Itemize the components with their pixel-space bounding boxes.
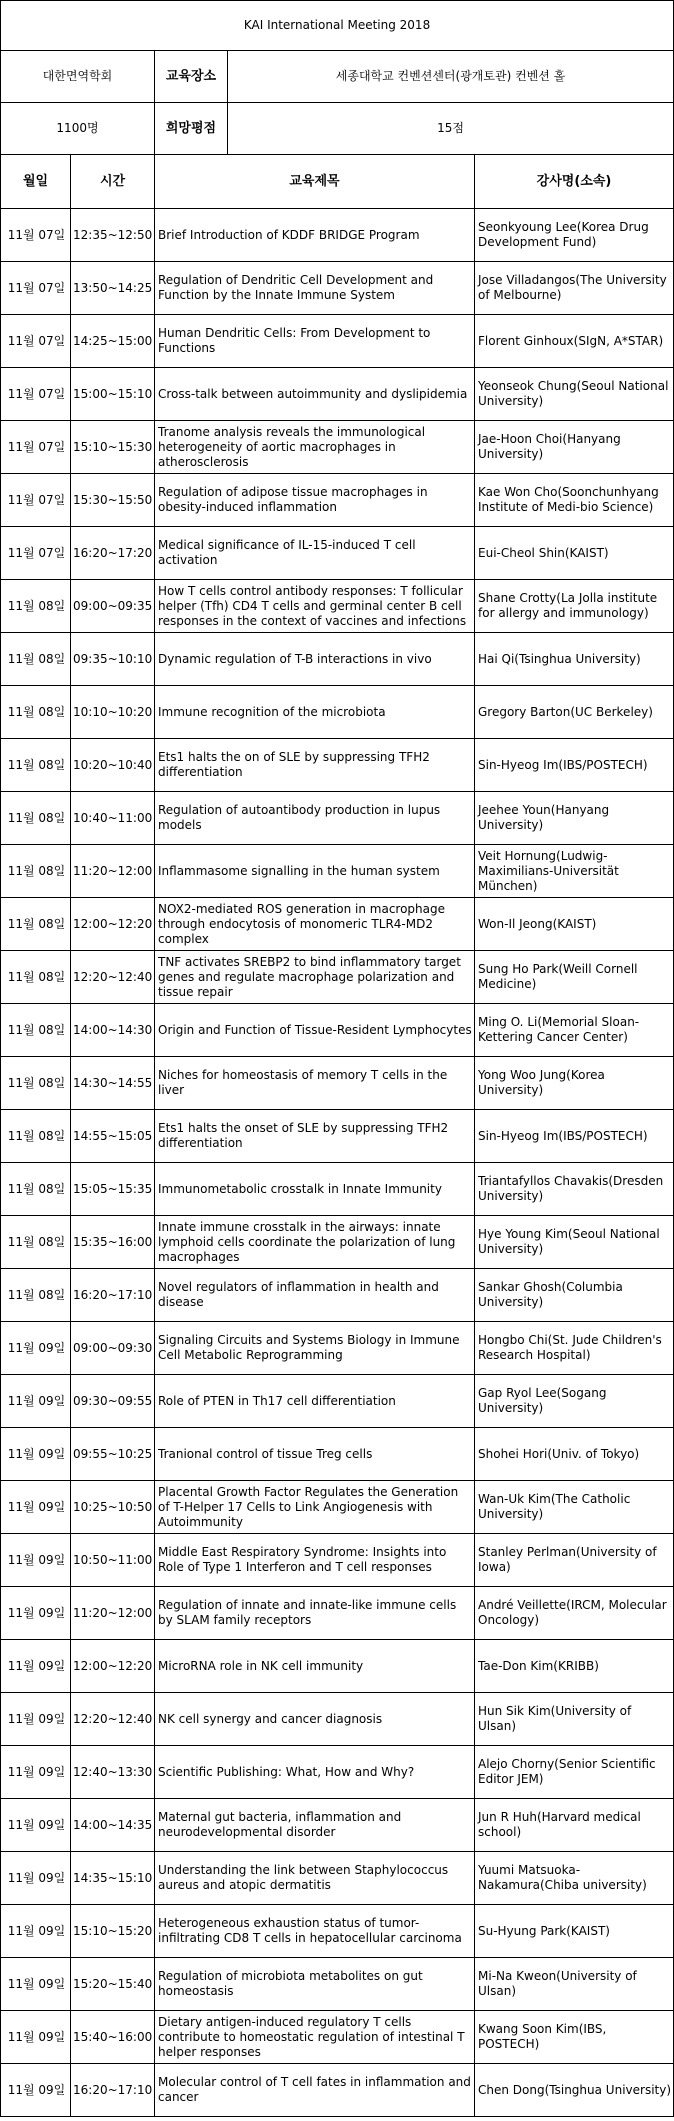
session-speaker: Su-Hyung Park(KAIST) [475,1905,674,1958]
session-title: Heterogeneous exhaustion status of tumor-infiltrating CD8 T cells in hepatocellular carcinoma [155,1905,475,1958]
session-title: Ets1 halts the on of SLE by suppressing TFH2 differentiation [155,739,475,792]
session-date: 11월 09일 [1,1640,71,1693]
session-date: 11월 09일 [1,1375,71,1428]
session-date: 11월 07일 [1,421,71,474]
column-header-speaker: 강사명(소속) [475,155,674,209]
session-title: Ets1 halts the onset of SLE by suppressing TFH2 differentiation [155,1110,475,1163]
session-time: 12:00~12:20 [71,1640,155,1693]
session-date: 11월 09일 [1,1852,71,1905]
session-date: 11월 08일 [1,633,71,686]
session-title: Molecular control of T cell fates in inflammation and cancer [155,2064,475,2117]
table-row [1,2064,674,2117]
session-speaker: Sankar Ghosh(Columbia University) [475,1269,674,1322]
session-speaker: Jun R Huh(Harvard medical school) [475,1799,674,1852]
session-title: Cross-talk between autoimmunity and dyslipidemia [155,368,475,421]
session-title: Regulation of adipose tissue macrophages in obesity-induced inflammation [155,474,475,527]
session-time: 16:20~17:10 [71,1269,155,1322]
session-title: Inflammasome signalling in the human system [155,845,475,898]
session-speaker: Hye Young Kim(Seoul National University) [475,1216,674,1269]
session-time: 12:20~12:40 [71,1693,155,1746]
session-speaker: Florent Ginhoux(SIgN, A*STAR) [475,315,674,368]
table-row [1,1163,674,1216]
session-time: 15:10~15:30 [71,421,155,474]
session-title: Human Dendritic Cells: From Development to Functions [155,315,475,368]
session-time: 14:00~14:35 [71,1799,155,1852]
session-title: Innate immune crosstalk in the airways: innate lymphoid cells coordinate the polarization of lung macrophages [155,1216,475,1269]
venue-row [1,51,674,103]
capacity: 1100명 [1,103,155,155]
session-title: Immune recognition of the microbiota [155,686,475,739]
table-row [1,1375,674,1428]
session-speaker: Hai Qi(Tsinghua University) [475,633,674,686]
session-speaker: Chen Dong(Tsinghua University) [475,2064,674,2117]
session-speaker: Veit Hornung(Ludwig-Maximilians-Universität München) [475,845,674,898]
table-row [1,1587,674,1640]
session-date: 11월 09일 [1,2064,71,2117]
organizer: 대한면역학회 [1,51,155,103]
session-speaker: Kae Won Cho(Soonchunhyang Institute of Medi-bio Science) [475,474,674,527]
session-date: 11월 08일 [1,580,71,633]
session-title: Regulation of innate and innate-like immune cells by SLAM family receptors [155,1587,475,1640]
session-time: 10:50~11:00 [71,1534,155,1587]
session-speaker: Jae-Hoon Choi(Hanyang University) [475,421,674,474]
session-speaker: André Veillette(IRCM, Molecular Oncology) [475,1587,674,1640]
session-title: Role of PTEN in Th17 cell differentiation [155,1375,475,1428]
session-date: 11월 09일 [1,1322,71,1375]
session-date: 11월 09일 [1,1905,71,1958]
venue-label: 교육장소 [155,51,228,102]
column-header-time: 시간 [71,155,155,209]
session-date: 11월 08일 [1,1163,71,1216]
session-title: NOX2-mediated ROS generation in macrophage through endocytosis of monomeric TLR4-MD2 complex [155,898,475,951]
session-speaker: Sung Ho Park(Weill Cornell Medicine) [475,951,674,1004]
table-row [1,633,674,686]
session-date: 11월 08일 [1,1057,71,1110]
session-speaker: Sin-Hyeog Im(IBS/POSTECH) [475,1110,674,1163]
session-title: TNF activates SREBP2 to bind inflammatory target genes and regulate macrophage polarization and tissue repair [155,951,475,1004]
table-row [1,1640,674,1693]
session-time: 14:25~15:00 [71,315,155,368]
session-time: 16:20~17:10 [71,2064,155,2117]
session-speaker: Gap Ryol Lee(Sogang University) [475,1375,674,1428]
table-row [1,1905,674,1958]
session-date: 11월 09일 [1,1534,71,1587]
session-title: Regulation of microbiota metabolites on gut homeostasis [155,1958,475,2011]
session-title: Dynamic regulation of T-B interactions in vivo [155,633,475,686]
table-row [1,1269,674,1322]
session-date: 11월 09일 [1,1481,71,1534]
table-row [1,1852,674,1905]
session-time: 10:10~10:20 [71,686,155,739]
table-row [1,792,674,845]
session-title: Regulation of autoantibody production in lupus models [155,792,475,845]
table-row [1,1322,674,1375]
score: 15점 [437,121,464,135]
table-row [1,845,674,898]
table-row [1,474,674,527]
session-title: Novel regulators of inflammation in health and disease [155,1269,475,1322]
session-date: 11월 08일 [1,1004,71,1057]
session-time: 10:40~11:00 [71,792,155,845]
session-date: 11월 07일 [1,315,71,368]
table-row [1,1428,674,1481]
session-speaker: Hongbo Chi(St. Jude Children's Research Hospital) [475,1322,674,1375]
table-row [1,1110,674,1163]
table-row [1,1004,674,1057]
session-title: NK cell synergy and cancer diagnosis [155,1693,475,1746]
score-label: 희망평점 [155,103,228,154]
session-speaker: Alejo Chorny(Senior Scientific Editor JEM) [475,1746,674,1799]
table-row [1,1057,674,1110]
session-speaker: Ming O. Li(Memorial Sloan-Kettering Cancer Center) [475,1004,674,1057]
session-date: 11월 09일 [1,2011,71,2064]
session-date: 11월 07일 [1,474,71,527]
session-title: Brief Introduction of KDDF BRIDGE Program [155,209,475,262]
table-row [1,898,674,951]
session-speaker: Yeonseok Chung(Seoul National University) [475,368,674,421]
table-row [1,686,674,739]
session-title: Dietary antigen-induced regulatory T cells contribute to homeostatic regulation of intestinal T helper responses [155,2011,475,2064]
session-speaker: Kwang Soon Kim(IBS, POSTECH) [475,2011,674,2064]
session-date: 11월 08일 [1,739,71,792]
session-speaker: Shane Crotty(La Jolla institute for allergy and immunology) [475,580,674,633]
session-title: Medical significance of IL-15-induced T cell activation [155,527,475,580]
session-time: 09:35~10:10 [71,633,155,686]
session-time: 13:50~14:25 [71,262,155,315]
capacity-row [1,103,674,155]
session-date: 11월 09일 [1,1799,71,1852]
session-speaker: Yong Woo Jung(Korea University) [475,1057,674,1110]
session-speaker: Hun Sik Kim(University of Ulsan) [475,1693,674,1746]
session-date: 11월 08일 [1,845,71,898]
session-date: 11월 08일 [1,1216,71,1269]
table-row [1,951,674,1004]
meeting-title: KAI International Meeting 2018 [1,1,674,51]
table-row [1,315,674,368]
session-title: Understanding the link between Staphylococcus aureus and atopic dermatitis [155,1852,475,1905]
session-time: 10:20~10:40 [71,739,155,792]
table-row [1,1799,674,1852]
table-row [1,421,674,474]
session-title: Regulation of Dendritic Cell Development and Function by the Innate Immune System [155,262,475,315]
table-row [1,739,674,792]
session-speaker: Mi-Na Kweon(University of Ulsan) [475,1958,674,2011]
session-time: 15:00~15:10 [71,368,155,421]
table-row [1,1481,674,1534]
table-row [1,209,674,262]
session-time: 14:35~15:10 [71,1852,155,1905]
table-row [1,1958,674,2011]
session-speaker: Triantafyllos Chavakis(Dresden University) [475,1163,674,1216]
session-speaker: Gregory Barton(UC Berkeley) [475,686,674,739]
venue: 세종대학교 컨벤션센터(광개토관) 컨벤션 홀 [335,69,566,83]
session-date: 11월 09일 [1,1428,71,1481]
session-speaker: Shohei Hori(Univ. of Tokyo) [475,1428,674,1481]
session-time: 12:35~12:50 [71,209,155,262]
session-speaker: Tae-Don Kim(KRIBB) [475,1640,674,1693]
session-date: 11월 07일 [1,262,71,315]
session-speaker: Sin-Hyeog Im(IBS/POSTECH) [475,739,674,792]
session-date: 11월 07일 [1,527,71,580]
session-date: 11월 08일 [1,951,71,1004]
title-row [1,1,674,51]
session-title: Signaling Circuits and Systems Biology in Immune Cell Metabolic Reprogramming [155,1322,475,1375]
session-time: 15:05~15:35 [71,1163,155,1216]
session-time: 11:20~12:00 [71,1587,155,1640]
session-date: 11월 08일 [1,1110,71,1163]
session-time: 15:40~16:00 [71,2011,155,2064]
session-speaker: Jose Villadangos(The University of Melbourne) [475,262,674,315]
session-time: 09:00~09:30 [71,1322,155,1375]
session-title: Middle East Respiratory Syndrome: Insights into Role of Type 1 Interferon and T cell responses [155,1534,475,1587]
session-speaker: Jeehee Youn(Hanyang University) [475,792,674,845]
table-row [1,1534,674,1587]
session-title: Maternal gut bacteria, inflammation and neurodevelopmental disorder [155,1799,475,1852]
session-date: 11월 09일 [1,1587,71,1640]
table-row [1,1746,674,1799]
table-row [1,1693,674,1746]
session-time: 14:30~14:55 [71,1057,155,1110]
session-time: 09:55~10:25 [71,1428,155,1481]
session-title: Tranional control of tissue Treg cells [155,1428,475,1481]
session-title: Niches for homeostasis of memory T cells in the liver [155,1057,475,1110]
table-row [1,580,674,633]
session-date: 11월 08일 [1,898,71,951]
table-row [1,368,674,421]
session-date: 11월 08일 [1,686,71,739]
session-title: Placental Growth Factor Regulates the Generation of T-Helper 17 Cells to Link Angiogenesis with Autoimmunity [155,1481,475,1534]
session-speaker: Eui-Cheol Shin(KAIST) [475,527,674,580]
session-title: Tranome analysis reveals the immunological heterogeneity of aortic macrophages in atherosclerosis [155,421,475,474]
session-speaker: Won-Il Jeong(KAIST) [475,898,674,951]
session-title: How T cells control antibody responses: T follicular helper (Tfh) CD4 T cells and germinal center B cell responses in the context of vaccines and infections [155,580,475,633]
session-time: 12:40~13:30 [71,1746,155,1799]
table-row [1,262,674,315]
session-speaker: Wan-Uk Kim(The Catholic University) [475,1481,674,1534]
session-time: 10:25~10:50 [71,1481,155,1534]
session-time: 09:30~09:55 [71,1375,155,1428]
session-time: 15:30~15:50 [71,474,155,527]
session-time: 12:00~12:20 [71,898,155,951]
session-time: 15:20~15:40 [71,1958,155,2011]
session-time: 09:00~09:35 [71,580,155,633]
session-date: 11월 07일 [1,209,71,262]
session-title: Scientific Publishing: What, How and Why? [155,1746,475,1799]
session-title: Immunometabolic crosstalk in Innate Immunity [155,1163,475,1216]
column-header-date: 월일 [1,155,71,209]
session-speaker: Seonkyoung Lee(Korea Drug Development Fund) [475,209,674,262]
session-time: 12:20~12:40 [71,951,155,1004]
table-row [1,2011,674,2064]
session-speaker: Stanley Perlman(University of Iowa) [475,1534,674,1587]
session-title: MicroRNA role in NK cell immunity [155,1640,475,1693]
session-date: 11월 08일 [1,792,71,845]
session-title: Origin and Function of Tissue-Resident Lymphocytes [155,1004,475,1057]
session-time: 16:20~17:20 [71,527,155,580]
table-row [1,1216,674,1269]
session-date: 11월 07일 [1,368,71,421]
session-date: 11월 09일 [1,1746,71,1799]
session-date: 11월 09일 [1,1958,71,2011]
session-time: 15:35~16:00 [71,1216,155,1269]
session-time: 14:00~14:30 [71,1004,155,1057]
session-time: 14:55~15:05 [71,1110,155,1163]
session-date: 11월 08일 [1,1269,71,1322]
session-speaker: Yuumi Matsuoka-Nakamura(Chiba university) [475,1852,674,1905]
column-header-title: 교육제목 [155,155,475,209]
session-date: 11월 09일 [1,1693,71,1746]
table-row [1,527,674,580]
session-time: 11:20~12:00 [71,845,155,898]
column-header-row [1,155,674,209]
session-time: 15:10~15:20 [71,1905,155,1958]
